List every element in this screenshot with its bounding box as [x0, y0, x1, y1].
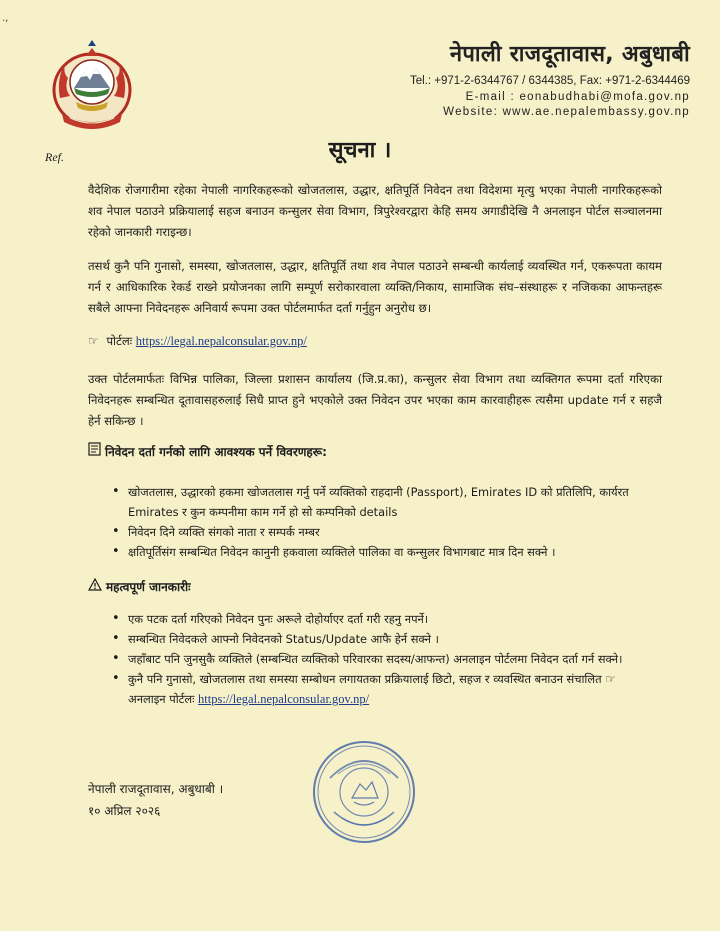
list-item: • खोजतलास, उद्धारको हकमा खोजतलास गर्नु पर्ने व्यक्तिको राहदानी (Passport), Emirates ID को प्रतिलिपि, कार्यरत Emirates र कुन कम्पनीमा काम गर्ने हो सो कम्पनिको details — [112, 482, 652, 522]
notice-date: १० अप्रिल २०२६ — [88, 804, 161, 818]
stray-marks: ., — [2, 13, 9, 24]
portal-link[interactable]: https://legal.nepalconsular.gov.np/ — [135, 334, 307, 348]
email-line: E-mail : eonabudhabi@mofa.gov.np — [465, 90, 690, 103]
list-item: • सम्बन्धित निवेदकले आफ्नो निवेदनको Status/Update आफै हेर्न सक्ने । — [112, 629, 652, 649]
portal-label: पोर्टलः — [106, 334, 133, 348]
requirements-heading-text: निवेदन दर्ता गर्नको लागि आवश्यक पर्ने विवरणहरू: — [105, 444, 327, 459]
phone-fax: Tel.: +971-2-6344767 / 6344385, Fax: +971-2-6344469 — [409, 75, 690, 87]
list-item: • जहाँबाट पनि जुनसुकै व्यक्तिले (सम्बन्धित व्यक्तिको परिवारका सदस्य/आफन्त) अनलाइन पोर्टलमा निवेदन दर्ता गर्न सक्ने। — [112, 649, 652, 669]
portal-link[interactable]: https://legal.nepalconsular.gov.np/ — [198, 692, 370, 706]
last-item-text: कुनै पनि गुनासो, खोजतलास तथा समस्या सम्बोधन लगायतका प्रक्रियालाई छिटो, सहज र व्यवस्थित बनाउन संचालित — [128, 672, 602, 686]
list-item — [112, 669, 652, 709]
nepal-emblem-icon — [46, 38, 138, 134]
signature-org: नेपाली राजदूतावास, अबुधाबी । — [88, 782, 224, 796]
website-line: Website: www.ae.nepalembassy.gov.np — [443, 106, 690, 118]
paragraph-intro: वैदेशिक रोजगारीमा रहेका नेपाली नागरिकहरूको खोजतलास, उद्धार, क्षतिपूर्ति निवेदन तथा विदेशमा मृत्यु भएका नेपाली नागरिकहरूको शव नेपाल पठाउने प्रक्रियालाई सहज बनाउन कन्सुलर सेवा विभाग, त्रिपुरेश्वरद्वारा केहि समय अगाडीदेखि नै अनलाइन पोर्टल सञ्चालनमा रहेको जानकारी गराइन्छ। — [88, 183, 662, 239]
important-heading — [88, 578, 191, 595]
document-icon — [88, 442, 101, 460]
last-item-label: अनलाइन पोर्टलः — [128, 692, 195, 706]
list-item: • निवेदन दिने व्यक्ति संगको नाता र सम्पर्क नम्बर — [112, 522, 652, 542]
signature-block — [88, 778, 223, 822]
contact-block — [410, 74, 690, 121]
important-list — [112, 609, 652, 709]
embassy-title: नेपाली राजदूतावास, अबुधाबी — [449, 42, 690, 67]
important-heading-text: महत्वपूर्ण जानकारीः — [106, 580, 191, 594]
requirements-heading — [88, 442, 327, 460]
pointing-hand-icon: ☞ — [605, 672, 616, 686]
pointing-hand-icon: ☞ — [88, 334, 99, 348]
list-item: • एक पटक दर्ता गरिएको निवेदन पुनः अरूले दोहोर्याएर दर्ता गरी रहनु नपर्ने। — [112, 609, 652, 629]
embassy-seal-icon — [308, 736, 420, 848]
list-item: • क्षतिपूर्तिसंग सम्बन्धित निवेदन कानुनी हकवाला व्यक्तिले पालिका वा कन्सुलर विभागबाट मात्र दिन सक्ने । — [112, 542, 652, 562]
requirements-list — [112, 482, 652, 562]
paragraph-request: तसर्थ कुनै पनि गुनासो, समस्या, खोजतलास, उद्धार, क्षतिपूर्ति तथा शव नेपाल पठाउने सम्बन्धी कार्यलाई व्यवस्थित गर्न, एकरूपता कायम गर्न र आधिकारिक रेकर्ड राख्ने प्रयोजनका लागि सम्पूर्ण सरोकारवाला व्यक्ति/निकाय, सामाजिक संघ–संस्थाहरू र नजिकका आफन्तहरू सबैले आफ्ना निवेदनहरू अनिवार्य रूपमा उक्त पोर्टलमार्फत दर्ता गर्नुहुन अनुरोध छ। — [88, 259, 662, 315]
portal-line — [88, 334, 307, 349]
letterhead — [410, 38, 690, 121]
paragraph-portal-info: उक्त पोर्टलमार्फतः विभिन्न पालिका, जिल्ला प्रशासन कार्यालय (जि.प्र.का), कन्सुलर सेवा विभाग तथा व्यक्तिगत रूपमा दर्ता गरिएका निवेदनहरू सम्बन्धित दूतावासहरुलाई सिधै प्राप्त हुने भएकोले उक्त निवेदन उपर भएका काम कारवाहीहरू त्यसैमा update गर्न र सहजै हेर्न सकिन्छ । — [88, 372, 662, 428]
notice-title: सूचना । — [328, 138, 392, 163]
warning-icon — [88, 578, 102, 595]
ref-label: Ref. — [45, 150, 64, 164]
